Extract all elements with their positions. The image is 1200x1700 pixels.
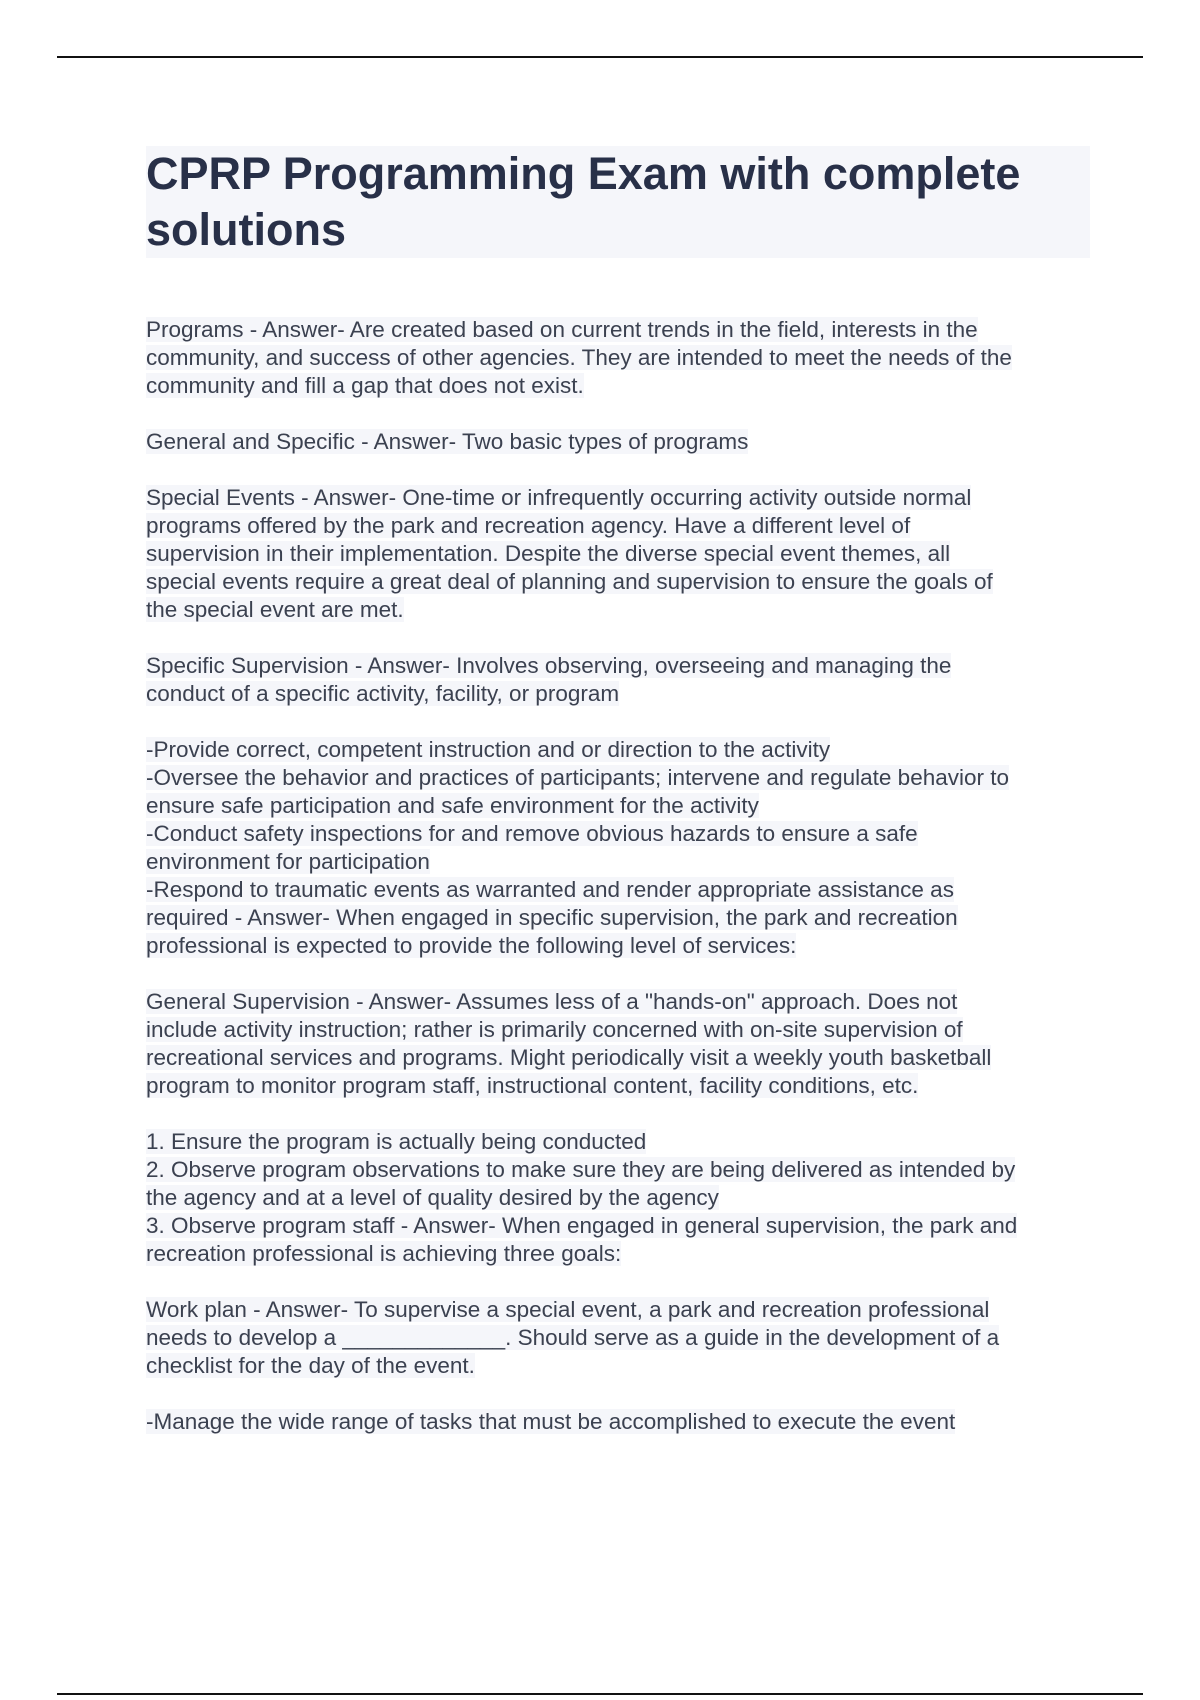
text-line: -Provide correct, competent instruction and or direction to the activity	[146, 737, 831, 762]
text-line: supervision in their implementation. Despite the diverse special event themes, all	[146, 541, 951, 566]
text-line: 1. Ensure the program is actually being conducted	[146, 1129, 647, 1154]
text-line: needs to develop a _____________. Should serve as a guide in the development of a	[146, 1325, 1000, 1350]
text-line: ensure safe participation and safe environment for the activity	[146, 793, 759, 818]
qa-entry-specific-services	[146, 736, 1090, 960]
text-line: Specific Supervision - Answer- Involves observing, overseeing and managing the	[146, 653, 952, 678]
qa-entry-general-supervision	[146, 988, 1090, 1100]
page-title-line: solutions	[146, 204, 346, 255]
qa-entry-general-goals	[146, 1128, 1090, 1268]
text-line: the special event are met.	[146, 597, 404, 622]
text-line: include activity instruction; rather is primarily concerned with on-site supervision of	[146, 1017, 963, 1042]
text-line: Programs - Answer- Are created based on current trends in the field, interests in the	[146, 317, 978, 342]
top-rule	[57, 56, 1143, 58]
page-title	[146, 146, 1090, 258]
qa-entry-manage-tasks	[146, 1408, 1090, 1436]
text-line: special events require a great deal of planning and supervision to ensure the goals of	[146, 569, 993, 594]
text-line: -Conduct safety inspections for and remove obvious hazards to ensure a safe	[146, 821, 918, 846]
text-line: recreation professional is achieving three goals:	[146, 1241, 622, 1266]
text-line: programs offered by the park and recreation agency. Have a different level of	[146, 513, 911, 538]
text-line: recreational services and programs. Might periodically visit a weekly youth basketball	[146, 1045, 992, 1070]
qa-entries	[146, 316, 1090, 1436]
text-line: community and fill a gap that does not exist.	[146, 373, 584, 398]
qa-entry-work-plan	[146, 1296, 1090, 1380]
page-title-line: CPRP Programming Exam with complete	[146, 148, 1021, 199]
qa-entry-general-and-specific	[146, 428, 1090, 456]
text-line: program to monitor program staff, instructional content, facility conditions, etc.	[146, 1073, 919, 1098]
text-line: 2. Observe program observations to make sure they are being delivered as intended by	[146, 1157, 1016, 1182]
text-line: General and Specific - Answer- Two basic types of programs	[146, 429, 749, 454]
text-line: required - Answer- When engaged in specific supervision, the park and recreation	[146, 905, 958, 930]
text-line: 3. Observe program staff - Answer- When engaged in general supervision, the park and	[146, 1213, 1018, 1238]
text-line: environment for participation	[146, 849, 430, 874]
text-line: the agency and at a level of quality desired by the agency	[146, 1185, 719, 1210]
text-line: community, and success of other agencies. They are intended to meet the needs of the	[146, 345, 1012, 370]
qa-entry-special-events	[146, 484, 1090, 624]
document-body	[146, 146, 1090, 1464]
text-line: checklist for the day of the event.	[146, 1353, 475, 1378]
text-line: -Respond to traumatic events as warranted and render appropriate assistance as	[146, 877, 954, 902]
text-line: General Supervision - Answer- Assumes less of a "hands-on" approach. Does not	[146, 989, 958, 1014]
text-line: Work plan - Answer- To supervise a special event, a park and recreation professional	[146, 1297, 990, 1322]
text-line: Special Events - Answer- One-time or infrequently occurring activity outside normal	[146, 485, 972, 510]
text-line: -Manage the wide range of tasks that must be accomplished to execute the event	[146, 1409, 956, 1434]
text-line: -Oversee the behavior and practices of participants; intervene and regulate behavior to	[146, 765, 1010, 790]
qa-entry-programs	[146, 316, 1090, 400]
qa-entry-specific-supervision	[146, 652, 1090, 708]
text-line: conduct of a specific activity, facility, or program	[146, 681, 620, 706]
text-line: professional is expected to provide the following level of services:	[146, 933, 797, 958]
bottom-rule	[57, 1693, 1143, 1695]
